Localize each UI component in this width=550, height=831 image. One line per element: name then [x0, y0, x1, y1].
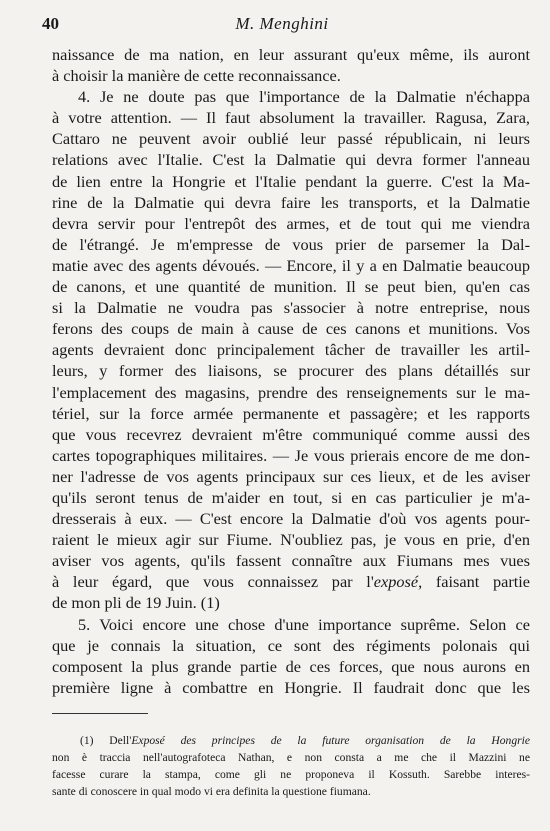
body-line	[52, 107, 530, 128]
body-line	[52, 382, 530, 403]
body-line	[52, 234, 530, 255]
body-line	[52, 571, 530, 592]
page-header	[42, 14, 522, 40]
body-line	[52, 445, 530, 466]
body-line-text: raient le mieux agir sur Fiume. N'oubliez pas, je vous en prie, d'en	[52, 530, 530, 550]
body-line-text: composent la plus grande partie de ces forces, que nous aurons en	[52, 656, 530, 676]
body-line	[52, 149, 530, 170]
footnote-line	[52, 783, 530, 800]
body-line-text: que je connais la situation, ce sont des régiments polonais qui	[52, 635, 530, 655]
body-line	[52, 86, 530, 107]
body-line-text: première ligne à combattre en Hongrie. Il faudrait donc que les	[52, 677, 530, 697]
body-line	[52, 656, 530, 677]
body-line-text: cartes topographiques militaires. — Je vous prierais encore de me don-	[52, 445, 530, 465]
body-line	[52, 128, 530, 149]
body-line-text: de l'étrangé. Je m'empresse de vous prier de parsemer la Dal-	[52, 234, 530, 254]
body-line-text: l'emplacement des magasins, prendre des renseignements sur le ma-	[52, 382, 530, 402]
body-line-text: 5. Voici encore une chose d'une importance suprême. Selon ce	[78, 614, 530, 634]
footnote-line	[52, 766, 530, 783]
body-line	[52, 276, 530, 297]
running-head: M. Menghini	[235, 14, 329, 33]
footnote-line-text: (1) Dell'	[80, 734, 132, 747]
body-line-text: de canons, et une quantité de munition. Il se peut bien, qu'en cas	[52, 277, 530, 297]
footnote	[52, 732, 530, 800]
footnote-line-text: sante di conoscere in qual modo vi era definita la questione fiumana.	[52, 785, 371, 798]
body-line-text: Cattaro ne peuvent avoir oublié leur passé républicain, ni leurs	[52, 129, 530, 149]
body-line	[52, 550, 530, 571]
page-number: 40	[42, 14, 59, 33]
body-line	[52, 487, 530, 508]
body-line	[52, 255, 530, 276]
body-line	[52, 297, 530, 318]
body-line-italic: exposé	[373, 572, 419, 592]
body-line	[52, 339, 530, 360]
body-line-text: ferons des coups de main à cause de ces canons et munitions. Vos	[52, 319, 530, 339]
body-line-text: agents devraient donc principalement tâcher de travailler les artil-	[52, 340, 530, 360]
footnote-line	[52, 749, 530, 766]
body-line-text-after: , faisant partie	[418, 572, 530, 592]
body-line-text: devra servir pour l'entrepôt des armes, et de tout qui me viendra	[52, 213, 530, 233]
body-line	[52, 44, 530, 65]
body-line	[52, 508, 530, 529]
body-line-text: de mon pli de 19 Juin. (1)	[52, 593, 220, 613]
body-line	[52, 424, 530, 445]
body-line-text: aviser vos agents, qu'ils fassent connaître aux Fiumans mes vues	[52, 551, 530, 571]
body-line	[52, 403, 530, 424]
body-line	[52, 635, 530, 656]
body-line	[52, 614, 530, 635]
body-text	[52, 44, 530, 698]
body-line	[52, 65, 530, 86]
footnote-line-text: facesse curare la stampa, come gli ne proponeva il Kossuth. Sarebbe interes-	[52, 768, 530, 781]
body-line-text: relations avec l'Italie. C'est la Dalmatie qui devra former l'anneau	[52, 150, 530, 170]
body-line-text: naissance de ma nation, en leur assurant qu'eux même, ils auront	[52, 45, 530, 64]
footnote-line-text: non è traccia nell'autografoteca Nathan, e non consta a me che il Mazzini ne	[52, 751, 530, 764]
body-line	[52, 360, 530, 381]
body-line-text: 4. Je ne doute pas que l'importance de la Dalmatie n'échappa	[78, 87, 530, 107]
body-line-text: matie avec des agents dévoués. — Encore, il y a en Dalmatie beaucoup	[52, 255, 530, 275]
body-line-text: dresserais à eux. — C'est encore la Dalmatie d'où vos agents pour-	[52, 509, 530, 529]
body-line	[52, 171, 530, 192]
body-line	[52, 192, 530, 213]
body-line-text: à votre attention. — Il faut absolument la travailler. Ragusa, Zara,	[52, 108, 530, 128]
body-line-text: rine de la Dalmatie qui devra faire les transports, et la Dalmatie	[52, 192, 530, 212]
footnote-line	[52, 732, 530, 749]
body-line-text: à choisir la manière de cette reconnaissance.	[52, 66, 341, 86]
footnote-rule	[52, 713, 148, 714]
body-line	[52, 529, 530, 550]
body-line-text: leurs, y former des liaisons, se procurer des plans détaillés sur	[52, 361, 530, 381]
body-line-text: tériel, sur la force armée permanente et passagère; et les rapports	[52, 403, 530, 423]
body-line-text: de lien entre la Hongrie et l'Italie pendant la guerre. C'est la Ma-	[52, 171, 530, 191]
body-line	[52, 677, 530, 698]
body-line	[52, 466, 530, 487]
body-line	[52, 318, 530, 339]
footnote-line-italic: Exposé des principes de la future organisation de la Hongrie	[131, 734, 530, 747]
body-line-text: que vous recevrez devraient m'être communiqué comme aussi des	[52, 424, 530, 444]
body-line-text: qu'ils seront tenus de m'aider en tout, si en cas particulier je m'a-	[52, 487, 530, 507]
body-line-text: ner l'adresse de vos agents principaux sur ces lieux, et de les aviser	[52, 466, 530, 486]
body-line	[52, 213, 530, 234]
body-line-text: à leur égard, que vous connaissez par l'	[52, 572, 374, 592]
body-line	[52, 592, 530, 613]
body-line-text: si la Dalmatie ne voudra pas s'associer à notre entreprise, nous	[52, 298, 530, 318]
